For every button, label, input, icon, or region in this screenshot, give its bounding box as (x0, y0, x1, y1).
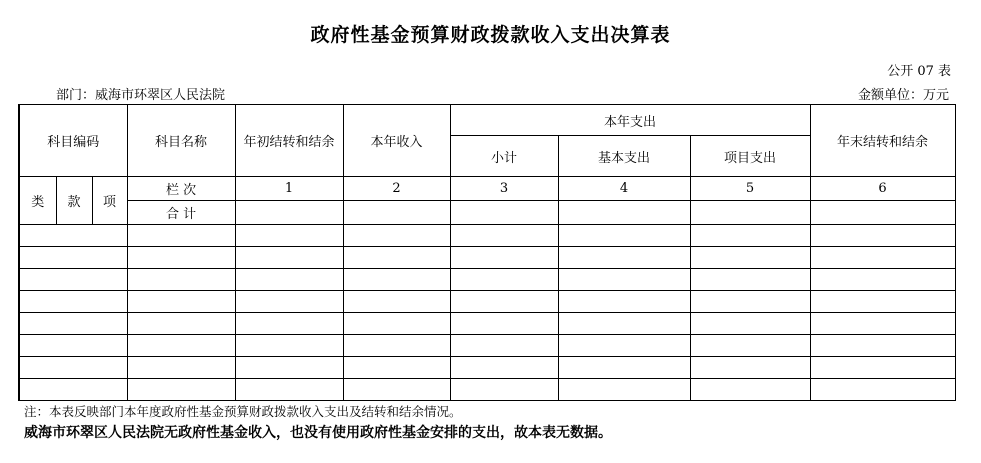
column-number: 5 (690, 177, 810, 201)
table-row (19, 269, 955, 291)
footnote: 注：本表反映部门本年度政府性基金预算财政拨款收入支出及结转和结余情况。 (24, 404, 462, 419)
column-number-label: 栏 次 (127, 177, 235, 201)
header-subject-name: 科目名称 (127, 105, 235, 177)
header-end-balance: 年末结转和结余 (810, 105, 955, 177)
form-number: 公开 07 表 (887, 64, 951, 79)
header-begin-balance: 年初结转和结余 (235, 105, 343, 177)
table-cell (690, 201, 810, 225)
page-title: 政府性基金预算财政拨款收入支出决算表 (310, 24, 671, 46)
table-row (19, 247, 955, 269)
header-xiang: 项 (92, 177, 127, 225)
column-number: 1 (235, 177, 343, 201)
header-row-1 (19, 105, 955, 136)
amount-unit-label: 金额单位：万元 (857, 88, 949, 103)
table-row (19, 379, 955, 401)
header-basic-expenditure: 基本支出 (558, 136, 690, 177)
no-data-statement: 威海市环翠区人民法院无政府性基金收入，也没有使用政府性基金安排的支出，故本表无数据。 (24, 425, 612, 441)
header-income: 本年收入 (343, 105, 450, 177)
budget-table (18, 104, 956, 401)
column-number: 6 (810, 177, 955, 201)
total-label: 合 计 (127, 201, 235, 225)
table-cell (450, 201, 558, 225)
header-expenditure: 本年支出 (450, 105, 810, 136)
table-cell (343, 201, 450, 225)
header-subject-code: 科目编码 (19, 105, 127, 177)
header-project-expenditure: 项目支出 (690, 136, 810, 177)
column-number: 2 (343, 177, 450, 201)
header-kuan: 款 (56, 177, 92, 225)
table-row (19, 313, 955, 335)
table-cell (558, 201, 690, 225)
table-row (19, 335, 955, 357)
table-cell (810, 201, 955, 225)
header-lei: 类 (19, 177, 56, 225)
column-number: 4 (558, 177, 690, 201)
table-row (19, 357, 955, 379)
table-cell (235, 201, 343, 225)
department-label: 部门：威海市环翠区人民法院 (56, 88, 226, 103)
header-subtotal: 小计 (450, 136, 558, 177)
total-row (19, 201, 955, 225)
column-number: 3 (450, 177, 558, 201)
column-number-row (19, 177, 955, 201)
table-row (19, 225, 955, 247)
table-row (19, 291, 955, 313)
